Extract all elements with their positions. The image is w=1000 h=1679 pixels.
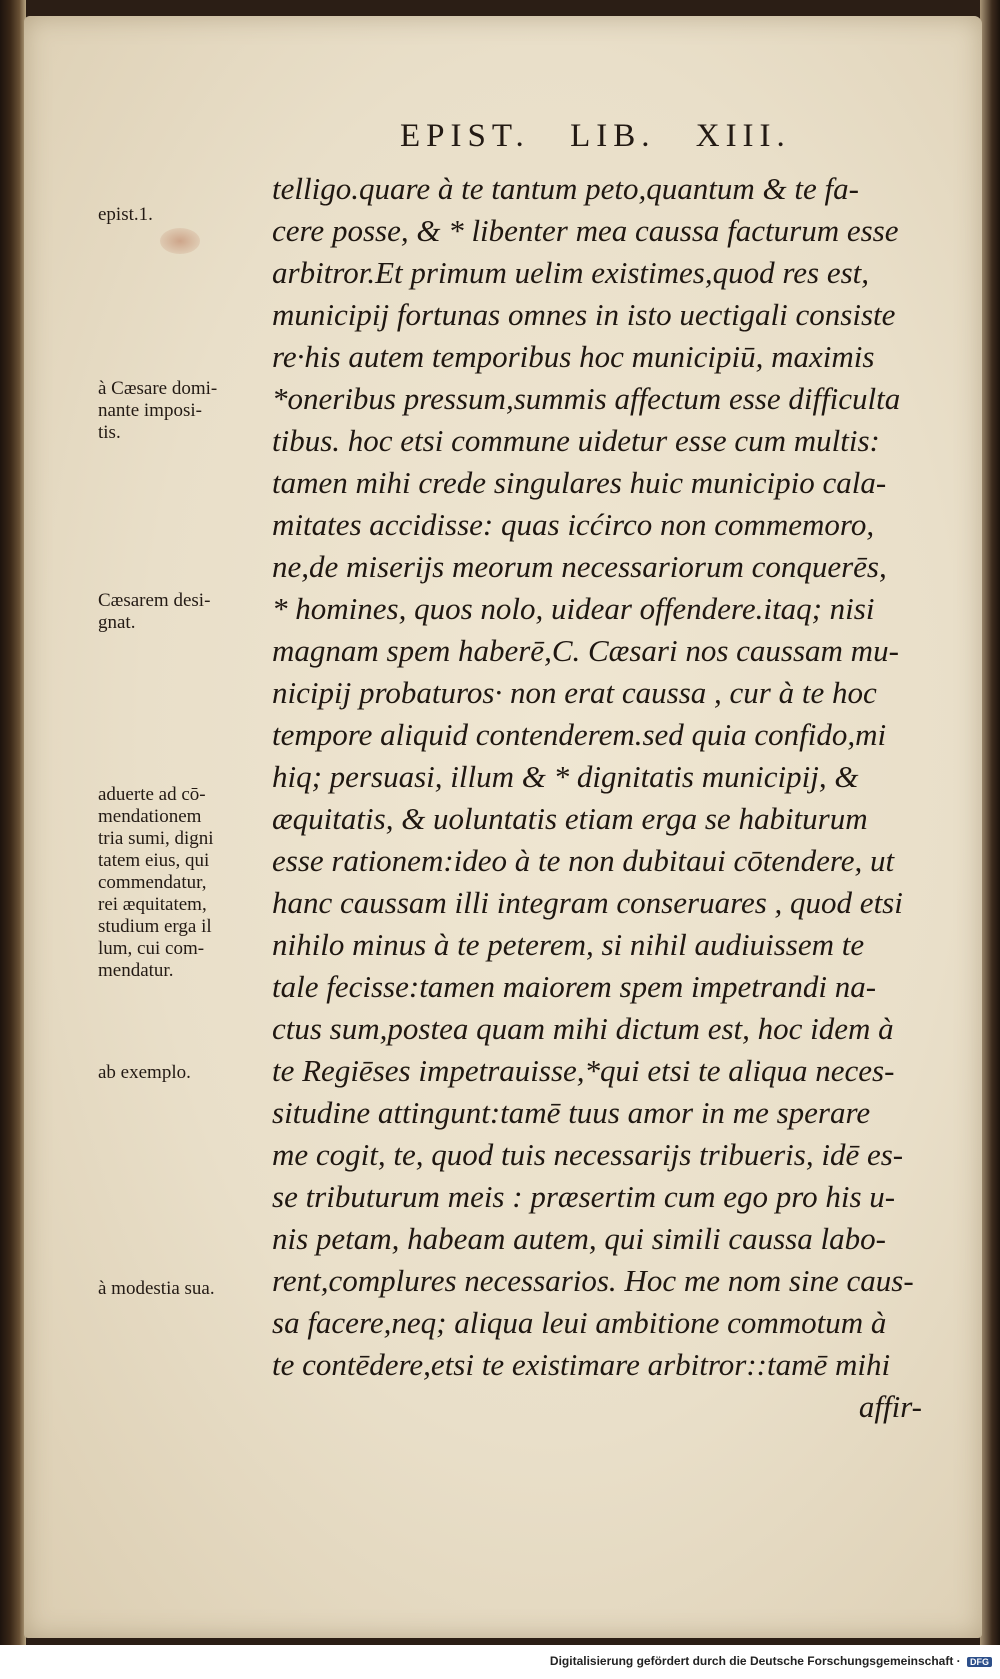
text-line: ctus sum,postea quam mihi dictum est, hoc idem à (272, 1011, 894, 1046)
text-line: se tributurum meis : præsertim cum ego pro his u- (272, 1179, 896, 1214)
text-line: re·his autem temporibus hoc municipiū, maximis (272, 339, 875, 374)
margin-note-line: commendatur, (98, 872, 207, 893)
margin-note-line: ab exemplo. (98, 1062, 191, 1083)
text-line: tempore aliquid contenderem.sed quia confido,mi (272, 717, 887, 752)
margin-note-line: gnat. (98, 612, 136, 633)
text-line: hiq; persuasi, illum & * dignitatis municipij, & (272, 759, 859, 794)
margin-note-line: mendationem (98, 806, 202, 827)
text-line: nis petam, habeam autem, qui simili caussa labo- (272, 1221, 886, 1256)
margin-note-line: à modestia sua. (98, 1278, 215, 1299)
text-line: esse rationem:ideo à te non dubitaui cōtendere, ut (272, 843, 895, 878)
margin-note-line: rei æquitatem, (98, 894, 207, 915)
margin-note-line: lum, cui com- (98, 938, 205, 959)
margin-note-line: Cæsarem desi- (98, 590, 211, 611)
margin-note-modestia (98, 1278, 278, 1300)
text-line: *oneribus pressum,summis affectum esse difficulta (272, 381, 901, 416)
body-text (272, 168, 952, 1428)
margin-note-line: epist.1. (98, 204, 153, 225)
header-lib: LIB. (570, 118, 656, 154)
text-line: magnam spem haberē,C. Cæsari nos caussam mu- (272, 633, 899, 668)
margin-note-line: tis. (98, 422, 121, 443)
text-line: rent,complures necessarios. Hoc me nom sine caus- (272, 1263, 914, 1298)
header-epist: EPIST. (400, 118, 530, 154)
text-line: ne,de miserijs meorum necessariorum conquerēs, (272, 549, 887, 584)
margin-note-line: tatem eius, qui (98, 850, 210, 871)
margin-note-line: tria sumi, digni (98, 828, 214, 849)
margin-note-line: à Cæsare domi- (98, 378, 218, 399)
margin-note-line: nante imposi- (98, 400, 202, 421)
digitization-credit (0, 1654, 992, 1668)
text-line: tibus. hoc etsi commune uidetur esse cum multis: (272, 423, 880, 458)
margin-note-line: aduerte ad cō- (98, 784, 206, 805)
catchword: affir- (858, 1389, 922, 1424)
margin-note-aduerte (98, 784, 278, 982)
book-spine-edge (0, 0, 26, 1645)
text-line: arbitror.Et primum uelim existimes,quod res est, (272, 255, 870, 290)
margin-note-epist (98, 204, 278, 226)
credit-text: Digitalisierung gefördert durch die Deutsche Forschungsgemeinschaft · (549, 1654, 961, 1668)
text-line: me cogit, te, quod tuis necessarijs tribueris, idē es- (272, 1137, 904, 1172)
text-line: situdine attingunt:tamē tuus amor in me sperare (272, 1095, 871, 1130)
text-line: mitates accidisse: quas icćirco non commemoro, (272, 507, 875, 542)
text-line: te Regiēses impetrauisse,*qui etsi te aliqua neces- (272, 1053, 895, 1088)
text-line: te contēdere,etsi te existimare arbitror::tamē mihi (272, 1347, 891, 1382)
header-book-number: XIII. (695, 118, 791, 154)
text-line: tale fecisse:tamen maiorem spem impetrandi na- (272, 969, 877, 1004)
margin-note-line: mendatur. (98, 960, 174, 981)
text-line: * homines, quos nolo, uidear offendere.itaq; nisi (272, 591, 875, 626)
text-line: nihilo minus à te peterem, si nihil audiuissem te (272, 927, 865, 962)
margin-note-exemplo (98, 1062, 278, 1084)
text-line: cere posse, & * libenter mea caussa facturum esse (272, 213, 899, 248)
text-line: æquitatis, & uoluntatis etiam erga se habiturum (272, 801, 868, 836)
paper-stain (160, 228, 200, 254)
text-line: tamen mihi crede singulares huic municipio cala- (272, 465, 887, 500)
book-fore-edge (980, 0, 1000, 1645)
dfg-logo-icon: DFG (967, 1657, 992, 1667)
margin-note-caesare (98, 378, 278, 444)
text-line: municipij fortunas omnes in isto uectigali consiste (272, 297, 896, 332)
text-line: hanc caussam illi integram conseruares , quod etsi (272, 885, 903, 920)
running-header (400, 118, 840, 155)
margin-note-caesarem (98, 590, 278, 634)
text-line: telligo.quare à te tantum peto,quantum & te fa- (272, 171, 859, 206)
text-line: sa facere,neq; aliqua leui ambitione commotum à (272, 1305, 887, 1340)
text-line: nicipij probaturos· non erat caussa , cur à te hoc (272, 675, 877, 710)
margin-note-line: studium erga il (98, 916, 212, 937)
